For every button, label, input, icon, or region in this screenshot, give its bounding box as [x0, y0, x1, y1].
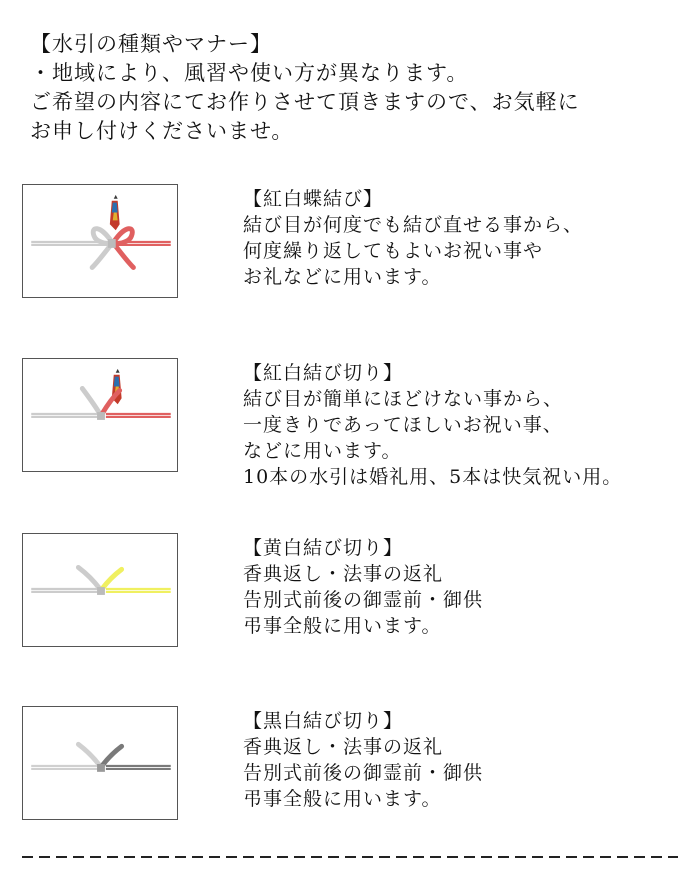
mizuhiki-line: 10本の水引は婚礼用、5本は快気祝い用。 — [243, 466, 623, 488]
mizuhiki-line: 告別式前後の御霊前・御供 — [243, 762, 484, 784]
mizuhiki-title: 【黒白結び切り】 — [243, 710, 404, 732]
mizuhiki-line: などに用います。 — [243, 440, 402, 462]
mizuhiki-item-kohaku-chomusubi — [22, 184, 692, 304]
mizuhiki-description — [243, 360, 693, 490]
mizuhiki-line: 香典返し・法事の返礼 — [243, 563, 444, 585]
knot-ends — [78, 744, 121, 766]
mizuhiki-line: お礼などに用います。 — [243, 266, 442, 288]
mizuhiki-line: 告別式前後の御霊前・御供 — [243, 589, 484, 611]
bow-loops — [92, 229, 133, 268]
dashed-divider — [22, 856, 678, 858]
mizuhiki-thumbnail — [22, 184, 178, 298]
mizuhiki-description — [243, 535, 693, 639]
intro-line: ご希望の内容にてお作りさせて頂きますので、お気軽に — [30, 90, 580, 114]
mizuhiki-title: 【紅白結び切り】 — [243, 362, 404, 384]
right-cords — [106, 766, 171, 769]
kihaku-knot-mizuhiki-illustration — [23, 534, 177, 646]
left-cords — [31, 766, 98, 769]
mizuhiki-description — [243, 186, 693, 290]
intro-title: 【水引の種類やマナー】 — [30, 32, 272, 56]
mizuhiki-title: 【黄白結び切り】 — [243, 537, 404, 559]
mizuhiki-thumbnail — [22, 358, 178, 472]
right-cords — [106, 414, 171, 417]
right-cords — [106, 589, 171, 592]
knot-ends — [78, 567, 121, 589]
intro-block — [30, 30, 690, 146]
kokubyaku-knot-mizuhiki-illustration — [23, 707, 177, 819]
left-cords — [31, 589, 98, 592]
mizuhiki-item-kohaku-musubikiri — [22, 358, 692, 488]
mizuhiki-line: 弔事全般に用います。 — [243, 615, 442, 637]
mizuhiki-description — [243, 708, 693, 812]
mizuhiki-line: 香典返し・法事の返礼 — [243, 736, 444, 758]
mizuhiki-thumbnail — [22, 706, 178, 820]
intro-line: ・地域により、風習や使い方が異なります。 — [30, 61, 469, 85]
mizuhiki-line: 弔事全般に用います。 — [243, 788, 442, 810]
intro-line: お申し付けくださいませ。 — [30, 119, 294, 143]
mizuhiki-line: 一度きりであってほしいお祝い事、 — [243, 414, 563, 436]
kohaku-knot-mizuhiki-illustration — [23, 359, 177, 471]
mizuhiki-thumbnail — [22, 533, 178, 647]
mizuhiki-title: 【紅白蝶結び】 — [243, 188, 384, 210]
mizuhiki-item-kihaku-musubikiri — [22, 533, 692, 653]
mizuhiki-line: 何度繰り返してもよいお祝い事や — [243, 240, 544, 262]
kohaku-bow-mizuhiki-illustration — [23, 185, 177, 297]
mizuhiki-item-kokubyaku-musubikiri — [22, 706, 692, 826]
noshi-ornament — [110, 195, 120, 230]
left-cords — [31, 414, 98, 417]
mizuhiki-line: 結び目が簡単にほどけない事から、 — [243, 388, 564, 410]
mizuhiki-line: 結び目が何度でも結び直せる事から、 — [243, 214, 584, 236]
